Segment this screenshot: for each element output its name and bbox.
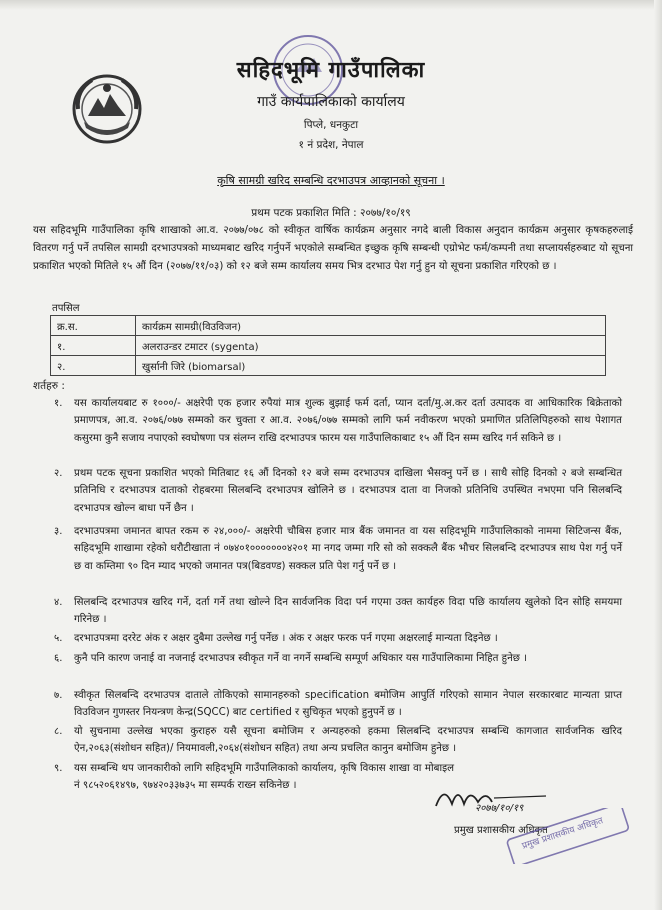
publication-date: प्रथम पटक प्रकाशित मिति : २०७७/१०/१९ (251, 207, 411, 219)
condition-text: दरभाउपत्रमा जमानत बापत रकम रु २४,०००/- अक्षरेपी चौबिस हजार मात्र बैंक जमानत वा यस सहिदभूमि गाउँपालिकाको नाममा सिटिजन्स बैंक, सहिदभूमि शाखामा रहेको धरौटीखाता नं ०७४०१०००००००४२०१ मा नगद जम्मा गरि सो को सक्कलै बैंक भौचर सिलबन्दि दरभाउपत्र साथ पेश गर्नु पर्ने छ वा कम्तिमा ९० दिन म्याद भएको जमानत पत्र(बिडवण्ड) सक्कल प्रति पेश गर्नु पर्ने छ । (74, 526, 622, 572)
notice-title-text: कृषि सामग्री खरिद सम्बन्धि दरभाउपत्र आव्हानको सूचना । (217, 174, 445, 187)
condition-item (54, 760, 454, 795)
condition-item (54, 465, 622, 517)
condition-text: दरभाउपत्रमा दररेट अंक र अक्षर दुबैमा उल्लेख गर्नु पर्नेछ । अंक र अक्षर फरक पर्न गएमा अक्षरलाई मान्यता दिइनेछ । (74, 633, 498, 644)
condition-number: ४. (54, 597, 63, 608)
condition-item (54, 687, 622, 722)
table-header-row (51, 316, 606, 336)
condition-number: २. (54, 468, 63, 479)
table-cell: अलराउन्डर टमाटर (sygenta) (136, 336, 606, 356)
conditions-label: शर्तहरु : (33, 380, 65, 392)
condition-text: प्रथम पटक सूचना प्रकाशित भएको मितिबाट १६ औं दिनको १२ बजे सम्म दरभाउपत्र दाखिला भैसक्नु पर्ने छ । साथै सोहि दिनको २ बजे सम्बन्धित प्रतिनिधि र दरभाउपत्र दाताको रोहबरमा सिलबन्दि दरभाउपत्र खोलिने छ । दरभाउपत्र दाता वा निजको प्रतिनिधि उपस्थित नभएमा पनि सिलबन्दि दरभाउपत्र खोल्न बाधा पर्ने छैन । (74, 468, 622, 514)
org-name: सहिदभूमि गाउँपालिका (236, 58, 426, 83)
table-cell: खुर्सानी जिरे (biomarsal) (136, 356, 606, 376)
condition-text: सिलबन्दि दरभाउपत्र खरिद गर्ने, दर्ता गर्ने तथा खोल्ने दिन सार्वजनिक विदा पर्न गएमा उक्त कार्यहरु विदा पछि कार्यालय खुलेको दिन सोहि समयमा गरिनेछ । (74, 597, 622, 626)
condition-item (54, 523, 622, 575)
condition-item (54, 723, 622, 758)
condition-number: ५. (54, 633, 63, 644)
table-row (51, 336, 606, 356)
table-row (51, 356, 606, 376)
condition-text: स्वीकृत सिलबन्दि दरभाउपत्र दाताले तोकिएको सामानहरुको specification बमोजिम आपुर्ति गरिएको सामान नेपाल सरकारबाट मान्यता प्राप्त विउविजन गुणस्तर नियन्त्रण केन्द्र(SQCC) बाट certified र सुचिकृत भएको हुनुपर्ने छ । (74, 690, 622, 719)
condition-number: ९. (54, 763, 63, 774)
signature-date: २०७७/१०/१९ (475, 803, 524, 814)
office-name: गाउँ कार्यपालिकाको कार्यालय (257, 94, 405, 110)
condition-number: १. (54, 398, 63, 409)
condition-number: ८. (54, 726, 63, 737)
condition-item (54, 395, 622, 447)
table-header-cell: कार्यक्रम सामग्री(विउविजन) (136, 316, 606, 336)
scan-right-edge (654, 0, 662, 910)
notice-title (0, 173, 662, 188)
condition-number: ६. (54, 653, 63, 664)
tapasil-label: तपसिल (52, 303, 80, 314)
signatory-title: प्रमुख प्रशासकीय अधिकृत (454, 825, 548, 836)
condition-number: ७. (54, 690, 63, 701)
scan-top-edge (0, 0, 662, 10)
condition-text: यस कार्यालयबाट रु १०००/- अक्षरेपी एक हजार रुपैयां मात्र शुल्क बुझाई फर्म दर्ता, प्यान दर्ता/मु.अ.कर दर्ता उत्पादक वा आधिकारिक बिक्रेताको प्रमाणपत्र, आ.व. २०७६/०७७ सम्मको कर चुक्ता र आ.व. २०७६/०७७ सम्मको लागि फर्म नवीकरण भएको प्रमाणित प्रतिलिपिहरुको साथ पेशागत कसुरमा कुनै सजाय नपाएको स्वघोषणा पत्र संलग्न राखि दरभाउपत्र फारम यस गाउँपालिकाबाट १५ औं दिन सम्म खरिद गर्न सकिने छ । (74, 398, 622, 444)
table-cell: २. (51, 356, 136, 376)
condition-item (54, 650, 622, 667)
table-header-cell: क्र.स. (51, 316, 136, 336)
table-cell: १. (51, 336, 136, 356)
condition-text: कुनै पनि कारण जनाई वा नजनाई दरभाउपत्र स्वीकृत गर्ने वा नगर्ने सम्बन्धि सम्पूर्ण अधिकार यस गाउँपालिकामा निहित हुनेछ । (74, 653, 527, 664)
office-location: पिप्ले, धनकुटा (303, 119, 359, 131)
condition-number: ३. (54, 526, 63, 537)
condition-text: यो सुचनामा उल्लेख भएका कुराहरु यसै सूचना बमोजिम र अन्यहरुको हकमा सिलबन्दि दरभाउपत्र सम्बन्धि कागजात सार्वजनिक खरिद ऐन,२०६३(संशोधन सहित)/ नियमावली,२०६४(संशोधन सहित) तथा अन्य प्रचलित कानुन बमोजिम हुनेछ । (74, 726, 622, 755)
province: १ नं प्रदेश, नेपाल (298, 139, 364, 151)
stamp-text: प्रमुख प्रशासकीय अधिकृत (520, 816, 605, 852)
condition-item (54, 630, 622, 647)
condition-item (54, 594, 622, 629)
intro-paragraph: यस सहिदभूमि गाउँपालिका कृषि शाखाको आ.व. २०७७/०७८ को स्वीकृत वार्षिक कार्यक्रम अनुसार नगदे बाली विकास अनुदान कार्यक्रम अनुसार कृषकहरुलाई वितरण गर्नु पर्ने तपसिल सामग्री दरभाउपत्रको माध्यमबाट खरिद गर्नुपर्ने भएकोले सम्बन्धित इच्छुक कृषि सम्बन्धी एग्रोभेट फर्म/कम्पनी तथा सप्लायर्सहरुबाट यो सूचना प्रकाशित भएको मितिले १५ औं दिन (२०७७/११/०३) को १२ बजे सम्म कार्यालय समय भित्र दरभाउ पेश गर्नु हुन यो सूचना प्रकाशित गरिएको छ । (33, 225, 633, 273)
condition-text: यस सम्बन्धि थप जानकारीको लागि सहिदभूमि गाउँपालिकाको कार्यालय, कृषि विकास शाखा वा मोबाइल नं ९८५२०६१४९७, ९७४२०३३७३५ मा सम्पर्क राख्न सकिनेछ । (74, 763, 454, 792)
items-table (50, 315, 606, 376)
